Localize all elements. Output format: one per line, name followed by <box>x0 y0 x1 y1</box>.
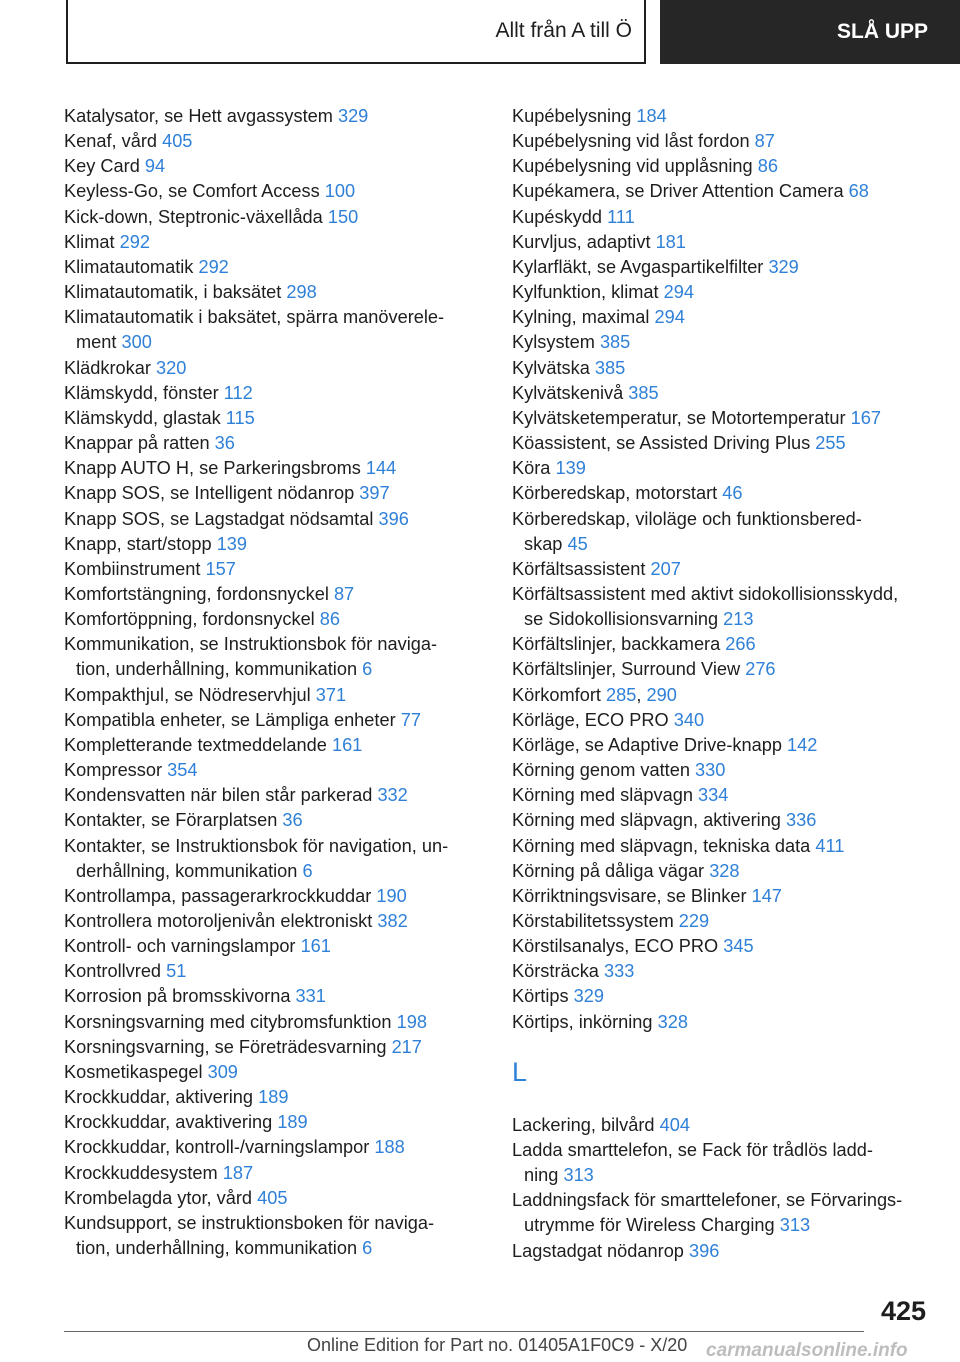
page-link[interactable]: 161 <box>300 936 331 957</box>
index-entry <box>512 406 932 431</box>
index-entry <box>64 1085 484 1110</box>
entry-text: Köassistent, se Assisted Driving Plus <box>512 433 811 454</box>
index-entry <box>512 557 932 582</box>
entry-text: Ladda smarttelefon, se Fack för trådlös ladd- <box>512 1139 873 1160</box>
entry-text: Kundsupport, se instruktionsboken för naviga- <box>64 1212 435 1233</box>
tab-a-to-z[interactable]: Allt från A till Ö <box>66 0 646 64</box>
index-entry <box>64 783 484 808</box>
page-link[interactable]: 45 <box>567 533 588 554</box>
page-link[interactable]: 86 <box>319 609 341 630</box>
entry-text: ning <box>524 1165 559 1186</box>
index-entry <box>64 1060 484 1085</box>
page-link[interactable]: 382 <box>377 911 408 931</box>
page-link[interactable]: 333 <box>604 961 635 982</box>
page-link[interactable]: 334 <box>698 785 729 806</box>
entry-text: Kontrollvred <box>64 961 162 982</box>
entry-text: Körläge, se Adaptive Drive-knapp <box>512 734 782 755</box>
entry-text: Kupékamera, se Driver Attention Camera <box>512 181 844 202</box>
index-entry <box>512 909 932 934</box>
entry-text: Knappar på ratten <box>64 433 210 454</box>
page-link[interactable]: 385 <box>628 382 659 403</box>
index-entry <box>64 230 484 255</box>
entry-text: Krockkuddesystem <box>64 1162 218 1183</box>
page-link[interactable]: 332 <box>377 785 408 806</box>
page-link[interactable]: 405 <box>257 1187 288 1208</box>
index-entry <box>512 431 932 456</box>
index-entry <box>64 481 484 506</box>
page-link[interactable]: 266 <box>725 634 756 655</box>
index-entry: Körkomfort 285, 290 <box>512 684 677 705</box>
index-entry <box>64 557 484 582</box>
page-link[interactable]: 229 <box>678 911 710 931</box>
page-link[interactable]: 198 <box>396 1011 427 1032</box>
page-link[interactable]: 100 <box>324 181 356 202</box>
index-entry <box>512 481 932 506</box>
page-link[interactable]: 345 <box>723 936 754 957</box>
entry-text: Kupébelysning <box>512 106 632 126</box>
entry-text: Kurvljus, adaptivt <box>512 231 651 252</box>
index-entry <box>512 959 932 984</box>
page-link[interactable]: 189 <box>277 1112 308 1133</box>
index-entry <box>64 1135 484 1160</box>
entry-text: Lackering, bilvård <box>512 1114 655 1135</box>
page-link[interactable]: 385 <box>594 357 626 378</box>
index-entry <box>512 154 932 179</box>
index-entry <box>512 456 932 481</box>
page-link[interactable]: 147 <box>751 885 782 906</box>
page-link[interactable]: 181 <box>655 231 686 252</box>
index-entry <box>64 1161 484 1186</box>
entry-text: Knapp SOS, se Intelligent nödanrop <box>64 483 355 504</box>
page-link[interactable]: 207 <box>650 558 681 579</box>
index-column-left <box>64 104 484 1261</box>
entry-text: Korsningsvarning med citybromsfunktion <box>64 1011 392 1032</box>
index-entry <box>512 934 932 959</box>
page-link[interactable]: 396 <box>378 508 409 529</box>
index-entry <box>64 1211 484 1261</box>
entry-text: Keyless-Go, se Comfort Access <box>64 181 320 202</box>
page-link[interactable]: 328 <box>709 860 740 881</box>
entry-text: Kylfunktion, klimat <box>512 282 659 303</box>
index-entry <box>64 733 484 758</box>
entry-text: Körberedskap, motorstart <box>512 483 718 504</box>
page-link[interactable]: 51 <box>166 961 187 982</box>
index-entry <box>64 205 484 230</box>
index-entry <box>64 456 484 481</box>
page-link[interactable]: 329 <box>768 256 799 277</box>
entry-text: Körning på dåliga vägar <box>512 860 705 881</box>
entry-text: Körkomfort <box>512 684 601 705</box>
page-link[interactable]: 139 <box>555 458 586 479</box>
entry-text: Kondensvatten när bilen står parkerad <box>64 785 373 806</box>
page-link[interactable]: 331 <box>295 986 326 1007</box>
entry-text: Körning med släpvagn <box>512 785 693 806</box>
entry-text: Körning genom vatten <box>512 760 690 781</box>
page-link[interactable]: 36 <box>214 433 235 454</box>
index-entry <box>64 179 484 204</box>
entry-text: Knapp, start/stopp <box>64 533 212 554</box>
page-link[interactable]: 111 <box>607 206 635 227</box>
index-entry <box>512 984 932 1009</box>
page-link[interactable]: 309 <box>207 1061 238 1082</box>
entry-text: Klimatautomatik <box>64 256 194 277</box>
index-entry <box>512 330 932 355</box>
entry-text: Kontakter, se Förarplatsen <box>64 810 278 831</box>
index-entry <box>512 708 932 733</box>
page-link[interactable]: 115 <box>225 407 255 428</box>
page-link[interactable]: 188 <box>374 1137 405 1158</box>
entry-text: Klämskydd, glastak <box>64 407 221 428</box>
entry-text: Körning med släpvagn, tekniska data <box>512 835 811 856</box>
page-link[interactable]: 320 <box>156 357 187 378</box>
page-link[interactable]: 405 <box>162 131 193 152</box>
index-entry <box>512 1188 932 1238</box>
index-entry <box>64 280 484 305</box>
entry-text: Kupébelysning vid låst fordon <box>512 131 750 152</box>
entry-text: skap <box>524 533 563 554</box>
entry-text: Körfältsassistent med aktivt sidokollisionsskydd, <box>512 583 899 604</box>
page-link[interactable]: 328 <box>657 1011 688 1032</box>
index-entry <box>512 1010 932 1035</box>
page-link[interactable]: 371 <box>315 684 347 705</box>
page-link[interactable]: 396 <box>688 1240 720 1261</box>
page-link[interactable]: 112 <box>223 382 253 403</box>
footer-divider <box>64 1331 864 1332</box>
index-entry <box>64 708 484 733</box>
index-entry <box>64 381 484 406</box>
entry-text: se Sidokollisionsvarning <box>524 609 719 630</box>
entry-text: Körning med släpvagn, aktivering <box>512 810 781 831</box>
entry-text: Kompatibla enheter, se Lämpliga enheter <box>64 709 396 730</box>
page-link[interactable]: 329 <box>573 986 605 1007</box>
entry-text: Knapp SOS, se Lagstadgat nödsamtal <box>64 508 374 529</box>
entry-text: Knapp AUTO H, se Parkeringsbroms <box>64 458 361 479</box>
index-entry <box>512 507 932 557</box>
entry-text: Körtips, inkörning <box>512 1011 653 1032</box>
entry-text: Kylning, maximal <box>512 307 650 328</box>
index-entry <box>512 783 932 808</box>
header <box>0 0 960 66</box>
index-entry <box>64 1035 484 1060</box>
index-entry <box>64 1010 484 1035</box>
index-entry <box>64 507 484 532</box>
entry-text: Krockkuddar, kontroll-/varningslampor <box>64 1137 370 1158</box>
entry-text: utrymme för Wireless Charging <box>524 1215 775 1236</box>
index-entry <box>512 1239 932 1264</box>
page-link[interactable]: 142 <box>787 734 818 755</box>
page-link[interactable]: 354 <box>167 760 198 781</box>
page-link[interactable]: 77 <box>400 709 421 730</box>
page-link[interactable]: 167 <box>850 407 881 428</box>
page-link[interactable]: 294 <box>654 307 685 328</box>
entry-text: Körfältslinjer, Surround View <box>512 659 741 680</box>
page-link[interactable]: 313 <box>779 1215 811 1236</box>
page-link[interactable]: 313 <box>563 1165 594 1186</box>
index-entry <box>512 884 932 909</box>
index-entry <box>64 431 484 456</box>
page-link[interactable]: 290 <box>646 684 677 705</box>
index-entry <box>64 356 484 381</box>
index-entry <box>64 129 484 154</box>
index-entry <box>512 834 932 859</box>
index-entry <box>64 934 484 959</box>
entry-text: Kupéskydd <box>512 206 602 227</box>
index-column-right <box>512 104 932 1264</box>
page-link[interactable]: 87 <box>754 131 775 152</box>
page-link[interactable]: 292 <box>198 256 229 277</box>
entry-text: derhållning, kommunikation <box>76 860 298 881</box>
page-link[interactable]: 139 <box>216 533 248 554</box>
entry-text: Kompakthjul, se Nödreservhjul <box>64 684 311 705</box>
index-entry <box>512 1113 932 1138</box>
index-entry <box>64 255 484 280</box>
entry-text: Key Card <box>64 156 140 177</box>
page-link[interactable]: 285 <box>606 684 637 705</box>
section-letter: L <box>512 1056 528 1087</box>
page-link[interactable]: 298 <box>286 282 317 303</box>
entry-text: Kylarfläkt, se Avgaspartikelfilter <box>512 256 764 277</box>
entry-text: Körsträcka <box>512 961 599 982</box>
index-entry <box>512 381 932 406</box>
entry-text: Körfältslinjer, backkamera <box>512 634 721 655</box>
page-link[interactable]: 94 <box>144 156 166 177</box>
page-link[interactable]: 292 <box>119 231 150 252</box>
index-entry <box>64 582 484 607</box>
index-entry <box>512 280 932 305</box>
entry-text: Kupébelysning vid upplåsning <box>512 156 753 177</box>
entry-text: Kenaf, vård <box>64 131 158 152</box>
index-section-k <box>512 104 932 1035</box>
page-link[interactable]: 340 <box>673 709 705 730</box>
index-entry <box>512 104 932 129</box>
page-link[interactable]: 68 <box>848 181 869 202</box>
entry-text: Kontrollera motoroljenivån elektroniskt <box>64 911 373 931</box>
index-entry <box>64 909 484 934</box>
entry-text: Krombelagda ytor, vård <box>64 1187 253 1208</box>
page-link[interactable]: 6 <box>362 659 373 680</box>
entry-text: Kylvätskenivå <box>512 382 624 403</box>
page-link[interactable]: 294 <box>663 282 694 303</box>
entry-text: Kontrollampa, passagerarkrockkuddar <box>64 885 372 906</box>
tab-lookup[interactable]: SLÅ UPP <box>660 0 960 64</box>
entry-text: Laddningsfack för smarttelefoner, se Förvarings- <box>512 1190 903 1211</box>
index-entry <box>64 406 484 431</box>
entry-text: ment <box>76 332 117 353</box>
index-entry <box>64 683 484 708</box>
page-link[interactable]: 411 <box>815 835 845 856</box>
page-link[interactable]: 36 <box>282 810 303 831</box>
page-link[interactable]: 144 <box>365 458 397 479</box>
entry-text: Klimat <box>64 231 115 252</box>
page-link[interactable]: 157 <box>205 558 236 579</box>
page-link[interactable]: 6 <box>302 860 313 881</box>
index-entry <box>64 1110 484 1135</box>
index-entry <box>512 255 932 280</box>
page-link[interactable]: 300 <box>121 332 152 353</box>
page-link[interactable]: 276 <box>745 659 776 680</box>
page-link[interactable]: 385 <box>599 332 631 353</box>
entry-text: Kylsystem <box>512 332 595 353</box>
page-link[interactable]: 255 <box>815 433 846 454</box>
index-entry <box>512 582 932 632</box>
entry-text: Lagstadgat nödanrop <box>512 1240 684 1261</box>
page-link[interactable]: 397 <box>359 483 390 504</box>
entry-text: Körstilsanalys, ECO PRO <box>512 936 719 957</box>
entry-text: Kylvätsketemperatur, se Motortemperatur <box>512 407 846 428</box>
index-entry <box>512 808 932 833</box>
page-link[interactable]: 184 <box>636 106 667 126</box>
entry-text: Klimatautomatik, i baksätet <box>64 282 282 303</box>
page-link[interactable]: 217 <box>391 1036 422 1057</box>
entry-text: Kontroll- och varningslampor <box>64 936 296 957</box>
entry-text: Katalysator, se Hett avgassystem <box>64 106 333 126</box>
index-entry <box>512 657 932 682</box>
index-entry <box>512 758 932 783</box>
index-entry <box>512 230 932 255</box>
page-link[interactable]: 190 <box>376 885 407 906</box>
entry-text: Kontakter, se Instruktionsbok för navigation, un- <box>64 835 449 856</box>
index-entry <box>64 632 484 682</box>
entry-text: tion, underhållning, kommunikation <box>76 1238 358 1259</box>
page-link[interactable]: 213 <box>723 609 754 630</box>
entry-text: Körberedskap, viloläge och funktionsbered- <box>512 508 862 529</box>
entry-text: Kosmetikaspegel <box>64 1061 203 1082</box>
index-entry <box>64 305 484 355</box>
index-entry <box>64 154 484 179</box>
entry-text: Krockkuddar, aktivering <box>64 1087 254 1108</box>
page-link[interactable]: 86 <box>757 156 778 177</box>
page-link[interactable]: 329 <box>337 106 369 126</box>
watermark: carmanualsonline.info <box>706 1340 908 1361</box>
index-entry <box>64 808 484 833</box>
index-entry <box>512 356 932 381</box>
index-entry <box>64 984 484 1009</box>
entry-text: Körfältsassistent <box>512 558 646 579</box>
page-link[interactable]: 87 <box>333 583 355 604</box>
entry-text: Köra <box>512 458 551 479</box>
entry-text: Klämskydd, fönster <box>64 382 219 403</box>
page-link[interactable]: 161 <box>331 734 363 755</box>
index-entry <box>64 104 484 129</box>
entry-text: Körtips <box>512 986 569 1007</box>
index-entry <box>512 1138 932 1188</box>
index-entry <box>512 179 932 204</box>
entry-text: Klädkrokar <box>64 357 151 378</box>
entry-text: Kombiinstrument <box>64 558 201 579</box>
entry-text: Kompressor <box>64 760 163 781</box>
footer-edition: Online Edition for Part no. 01405A1F0C9 - X/20 <box>307 1335 688 1355</box>
entry-text: Krockkuddar, avaktivering <box>64 1112 273 1133</box>
entry-text: Kick-down, Steptronic-växellåda <box>64 206 323 227</box>
entry-text: Korrosion på bromsskivorna <box>64 986 291 1007</box>
entry-text: tion, underhållning, kommunikation <box>76 659 358 680</box>
index-entry <box>64 758 484 783</box>
page-link[interactable]: 330 <box>695 760 726 781</box>
index-section-l <box>512 1113 932 1264</box>
entry-text: Körstabilitetssystem <box>512 911 674 931</box>
entry-text: Korsningsvarning, se Företrädesvarning <box>64 1036 387 1057</box>
index-entry <box>512 205 932 230</box>
index-entry <box>64 884 484 909</box>
page-link[interactable]: 189 <box>258 1087 289 1108</box>
index-entry <box>64 1186 484 1211</box>
entry-text: Kompletterande textmeddelande <box>64 734 327 755</box>
page-link[interactable]: 6 <box>362 1238 373 1259</box>
page-link[interactable]: 150 <box>327 206 359 227</box>
index-entry <box>512 733 932 758</box>
entry-text: Komfortöppning, fordonsnyckel <box>64 609 315 630</box>
page-link[interactable]: 404 <box>659 1114 690 1135</box>
page-link[interactable]: 46 <box>722 483 743 504</box>
page-number: 425 <box>880 1296 926 1326</box>
entry-text: Kylvätska <box>512 357 590 378</box>
page-link[interactable]: 336 <box>786 810 817 831</box>
entry-text: Komfortstängning, fordonsnyckel <box>64 583 329 604</box>
index-entry <box>64 607 484 632</box>
index-entry <box>64 532 484 557</box>
index-entry <box>512 129 932 154</box>
entry-text: Körriktningsvisare, se Blinker <box>512 885 747 906</box>
entry-text: Körläge, ECO PRO <box>512 709 669 730</box>
index-entry <box>512 632 932 657</box>
index-entry <box>512 305 932 330</box>
index-entry <box>64 959 484 984</box>
entry-text: Kommunikation, se Instruktionsbok för naviga- <box>64 634 438 655</box>
page-link[interactable]: 187 <box>222 1162 254 1183</box>
index-entry <box>64 834 484 884</box>
entry-text: Klimatautomatik i baksätet, spärra manöverele- <box>64 307 445 328</box>
index-entry <box>512 859 932 884</box>
